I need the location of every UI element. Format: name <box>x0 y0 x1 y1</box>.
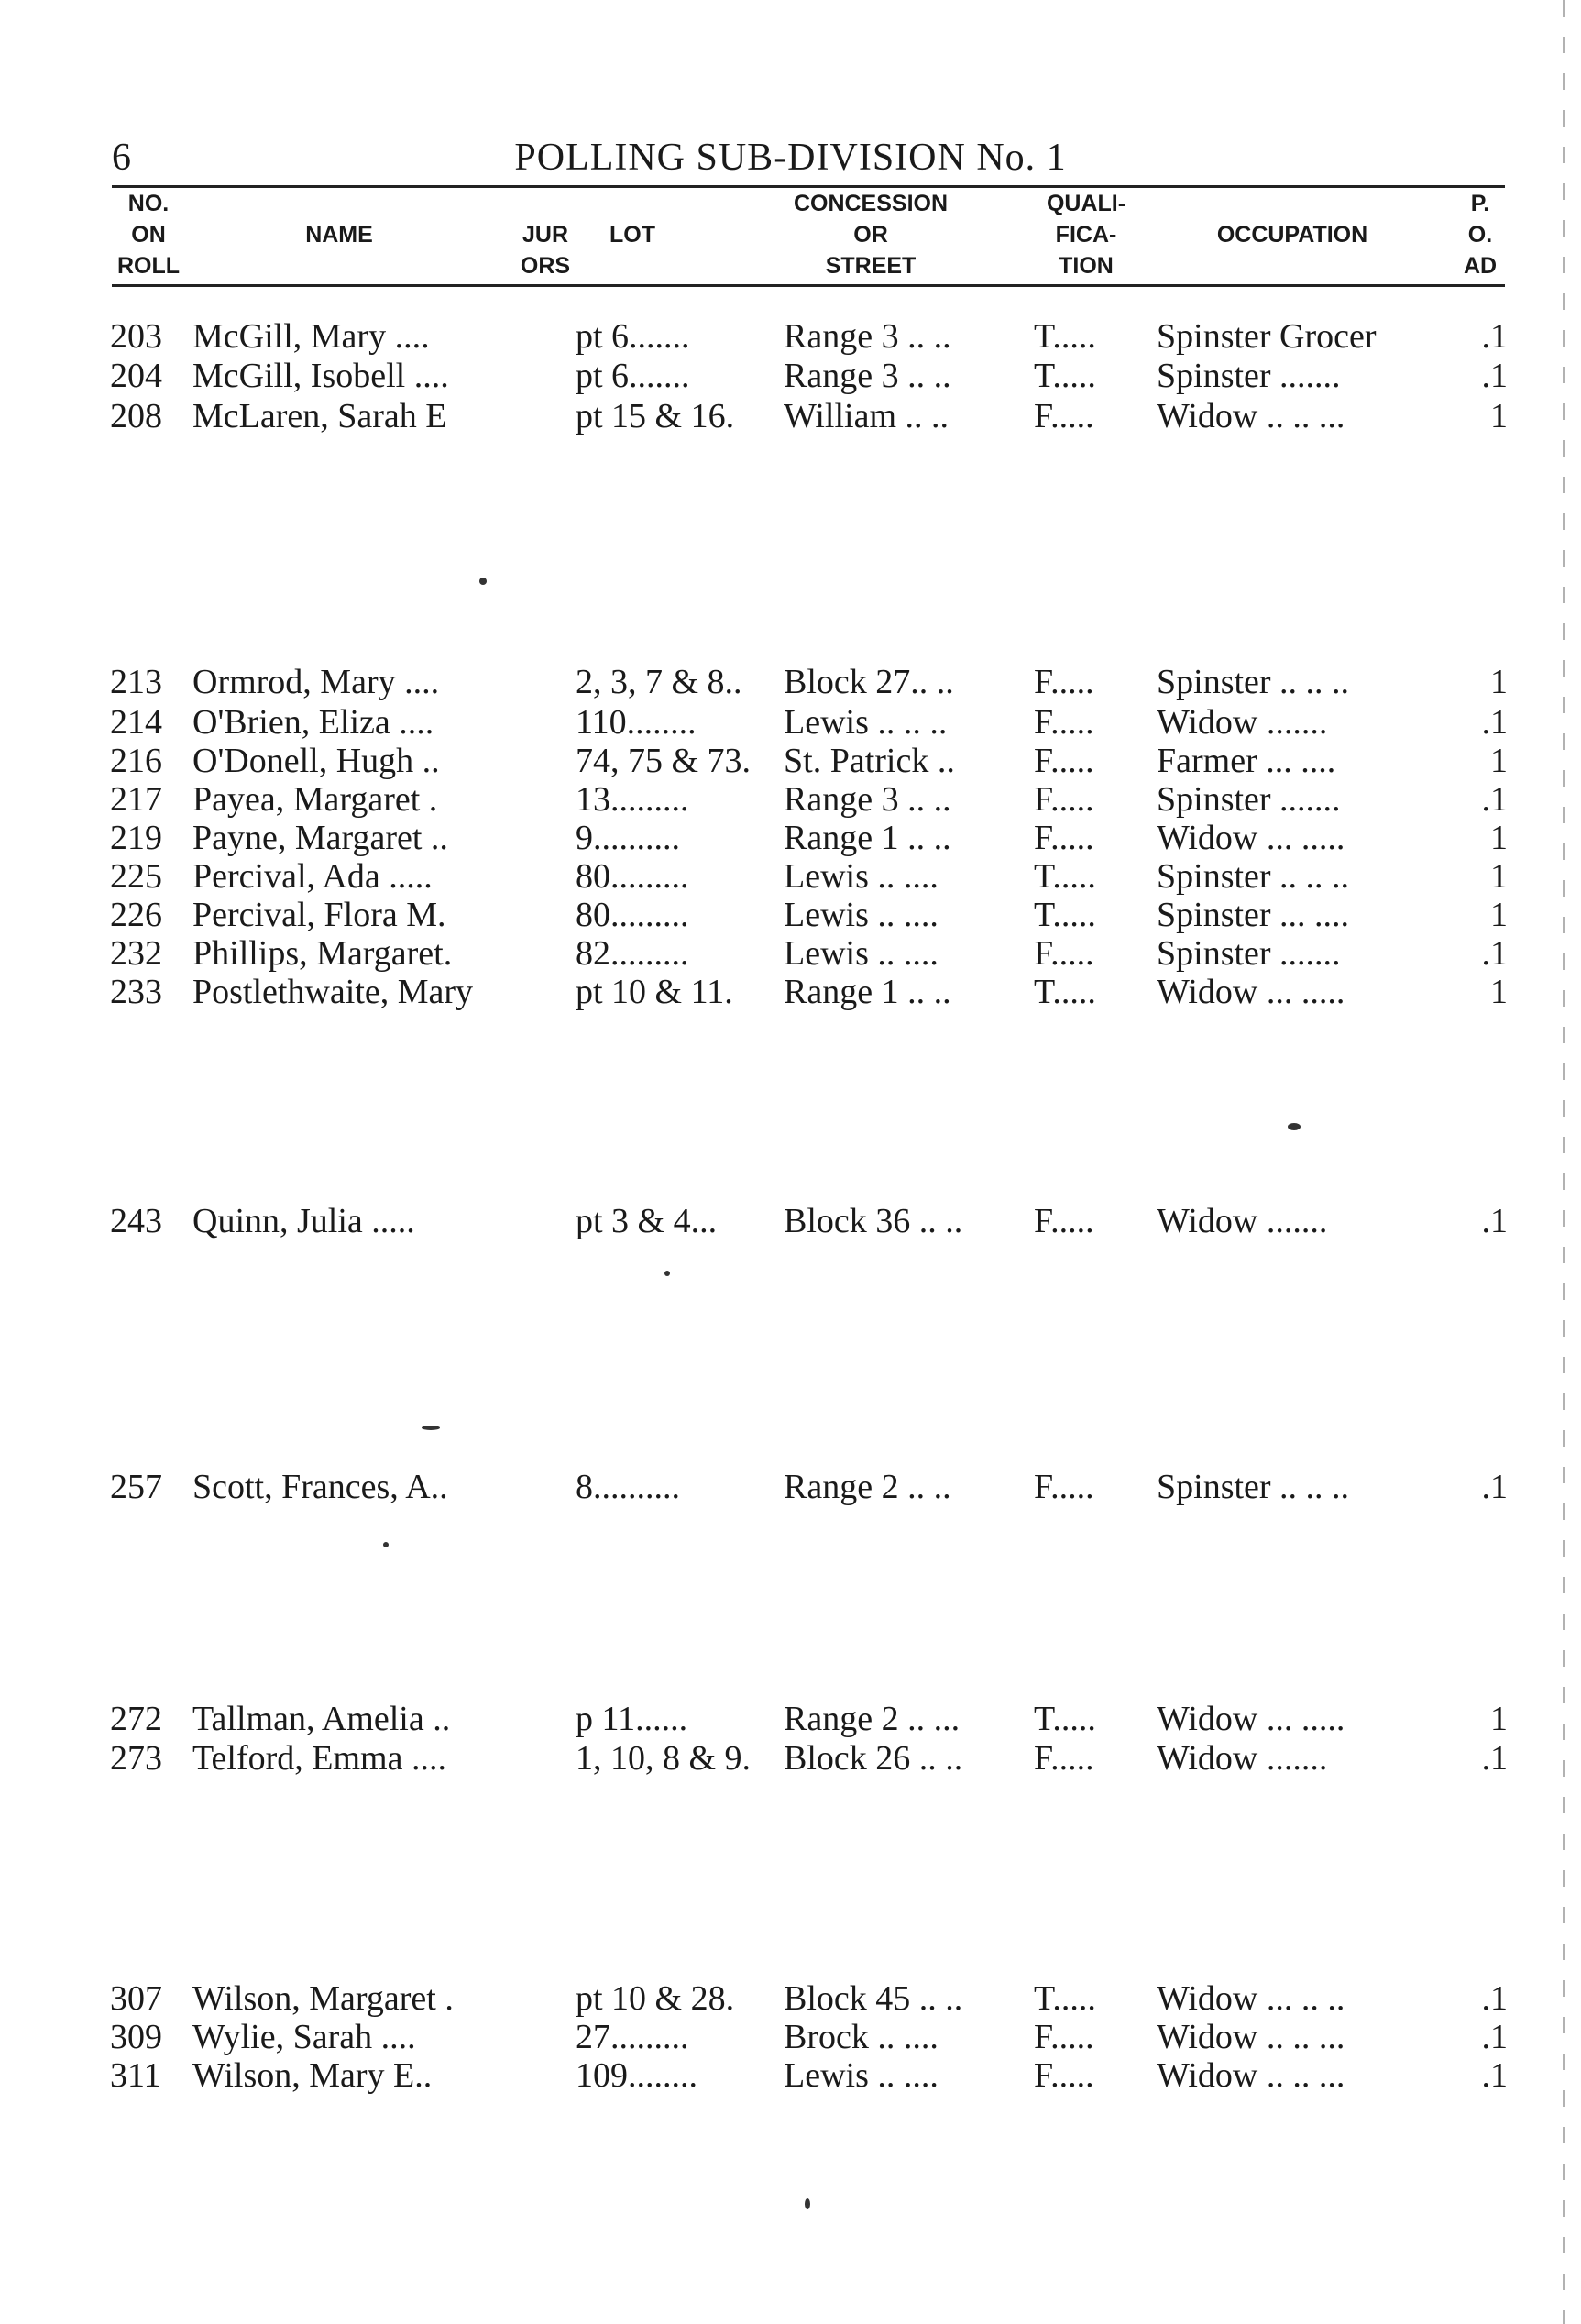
col-header-occupation: OCCUPATION <box>1216 222 1368 248</box>
lot: 109........ <box>576 2056 697 2095</box>
occupation: Spinster .. .. .. <box>1157 1468 1350 1506</box>
qualification: F..... <box>1034 703 1094 742</box>
qualification: F..... <box>1034 2056 1094 2095</box>
table-row <box>0 316 1581 357</box>
po-address: .1 <box>1481 1979 1508 2018</box>
roll-number: 257 <box>110 1468 162 1506</box>
qualification: F..... <box>1034 1202 1094 1240</box>
lot: pt 15 & 16. <box>576 397 735 435</box>
occupation: Spinster .. .. .. <box>1157 663 1350 701</box>
po-address: .1 <box>1481 934 1508 973</box>
lot: 80......... <box>576 896 689 934</box>
col-header-no-on-roll: NO. ON ROLL <box>116 191 181 279</box>
voter-name: O'Donell, Hugh .. <box>192 742 440 780</box>
table-row <box>0 856 1581 897</box>
lot: 82......... <box>576 934 689 973</box>
occupation: Widow ....... <box>1157 1739 1328 1778</box>
voter-name: Percival, Ada ..... <box>192 857 433 896</box>
occupation: Spinster ....... <box>1157 357 1341 395</box>
po-address: .1 <box>1481 2056 1508 2095</box>
table-row <box>0 779 1581 820</box>
col-header-concession: CONCESSION OR STREET <box>793 191 949 279</box>
qualification: F..... <box>1034 819 1094 857</box>
occupation: Spinster ....... <box>1157 934 1341 973</box>
col-header-lot: LOT <box>609 222 655 248</box>
voter-name: Ormrod, Mary .... <box>192 663 440 701</box>
qualification: F..... <box>1034 780 1094 819</box>
qualification: T..... <box>1034 317 1096 356</box>
qualification: F..... <box>1034 1739 1094 1778</box>
qualification: T..... <box>1034 896 1096 934</box>
qualification: T..... <box>1034 357 1096 395</box>
concession-street: Range 1 .. .. <box>784 819 951 857</box>
roll-number: 213 <box>110 663 162 701</box>
occupation: Widow ... ..... <box>1157 973 1345 1011</box>
occupation: Spinster ....... <box>1157 780 1341 819</box>
po-address: .1 <box>1481 703 1508 742</box>
voter-name: Wilson, Margaret . <box>192 1979 454 2018</box>
voter-name: Telford, Emma .... <box>192 1739 446 1778</box>
roll-number: 208 <box>110 397 162 435</box>
voter-name: Percival, Flora M. <box>192 896 446 934</box>
concession-street: Range 3 .. .. <box>784 357 951 395</box>
page-edge-shadow <box>1563 0 1565 2324</box>
roll-number: 204 <box>110 357 162 395</box>
qualification: F..... <box>1034 934 1094 973</box>
voter-name: Scott, Frances, A.. <box>192 1468 448 1506</box>
qualification: F..... <box>1034 742 1094 780</box>
voter-name: McGill, Isobell .... <box>192 357 449 395</box>
table-row <box>0 356 1581 396</box>
lot: pt 10 & 28. <box>576 1979 735 2018</box>
occupation: Spinster .. .. .. <box>1157 857 1350 896</box>
roll-number: 243 <box>110 1202 162 1240</box>
roll-number: 203 <box>110 317 162 356</box>
roll-number: 214 <box>110 703 162 742</box>
qualification: T..... <box>1034 1700 1096 1738</box>
occupation: Widow ....... <box>1157 703 1328 742</box>
table-row <box>0 2055 1581 2096</box>
concession-street: Lewis .. .. .. <box>784 703 948 742</box>
qualification: T..... <box>1034 1979 1096 2018</box>
qualification: T..... <box>1034 973 1096 1011</box>
table-row <box>0 895 1581 935</box>
voter-name: O'Brien, Eliza .... <box>192 703 434 742</box>
po-address: .1 <box>1481 317 1508 356</box>
header-rule-bottom <box>112 284 1505 287</box>
qualification: F..... <box>1034 2018 1094 2056</box>
concession-street: Block 26 .. .. <box>784 1739 963 1778</box>
ink-speck <box>383 1542 389 1547</box>
voter-name: McGill, Mary .... <box>192 317 430 356</box>
concession-street: Range 2 .. .. <box>784 1468 951 1506</box>
qualification: F..... <box>1034 663 1094 701</box>
lot: 80......... <box>576 857 689 896</box>
voter-name: Tallman, Amelia .. <box>192 1700 451 1738</box>
roll-number: 309 <box>110 2018 162 2056</box>
lot: pt 6....... <box>576 357 690 395</box>
qualification: F..... <box>1034 1468 1094 1506</box>
table-row <box>0 2017 1581 2057</box>
table-row <box>0 1467 1581 1507</box>
occupation: Widow ... .. .. <box>1157 1979 1345 2018</box>
occupation: Spinster Grocer <box>1157 317 1377 356</box>
lot: pt 3 & 4... <box>576 1202 718 1240</box>
lot: 1, 10, 8 & 9. <box>576 1739 752 1778</box>
roll-number: 226 <box>110 896 162 934</box>
voter-name: Payne, Margaret .. <box>192 819 448 857</box>
occupation: Widow .. .. ... <box>1157 397 1345 435</box>
table-row <box>0 396 1581 436</box>
lot: pt 6....... <box>576 317 690 356</box>
table-row <box>0 662 1581 702</box>
concession-street: Brock .. .... <box>784 2018 939 2056</box>
roll-number: 311 <box>110 2056 161 2095</box>
roll-number: 225 <box>110 857 162 896</box>
table-row <box>0 933 1581 974</box>
col-header-jurors: JUR ORS <box>520 222 571 279</box>
concession-street: St. Patrick .. <box>784 742 955 780</box>
occupation: Farmer ... .... <box>1157 742 1336 780</box>
roll-number: 273 <box>110 1739 162 1778</box>
lot: p 11...... <box>576 1700 688 1738</box>
po-address: .1 <box>1481 2018 1508 2056</box>
qualification: T..... <box>1034 857 1096 896</box>
po-address: .1 <box>1481 1468 1508 1506</box>
concession-street: Block 27.. .. <box>784 663 954 701</box>
concession-street: Lewis .. .... <box>784 2056 939 2095</box>
concession-street: Block 36 .. .. <box>784 1202 963 1240</box>
concession-street: Lewis .. .... <box>784 934 939 973</box>
concession-street: Range 3 .. .. <box>784 780 951 819</box>
ink-speck <box>479 578 487 585</box>
roll-number: 219 <box>110 819 162 857</box>
ink-speck <box>805 2198 810 2209</box>
occupation: Widow ....... <box>1157 1202 1328 1240</box>
roll-number: 307 <box>110 1979 162 2018</box>
voter-name: Payea, Margaret . <box>192 780 438 819</box>
lot: 2, 3, 7 & 8.. <box>576 663 742 701</box>
lot: 13......... <box>576 780 689 819</box>
roll-number: 233 <box>110 973 162 1011</box>
po-address: 1 <box>1490 1700 1508 1738</box>
concession-street: Range 2 .. ... <box>784 1700 961 1738</box>
roll-number: 217 <box>110 780 162 819</box>
lot: 110........ <box>576 703 697 742</box>
occupation: Widow ... ..... <box>1157 1700 1345 1738</box>
po-address: .1 <box>1481 780 1508 819</box>
po-address: .1 <box>1481 357 1508 395</box>
qualification: F..... <box>1034 397 1094 435</box>
po-address: 1 <box>1490 973 1508 1011</box>
concession-street: Range 1 .. .. <box>784 973 951 1011</box>
table-row <box>0 741 1581 781</box>
po-address: 1 <box>1490 857 1508 896</box>
voter-name: Quinn, Julia ..... <box>192 1202 415 1240</box>
po-address: 1 <box>1490 819 1508 857</box>
concession-street: Block 45 .. .. <box>784 1979 963 2018</box>
concession-street: Lewis .. .... <box>784 896 939 934</box>
occupation: Widow .. .. ... <box>1157 2056 1345 2095</box>
occupation: Widow ... ..... <box>1157 819 1345 857</box>
col-header-po-ad: P. O. AD <box>1463 191 1498 279</box>
voter-name: McLaren, Sarah E <box>192 397 447 435</box>
occupation: Widow .. .. ... <box>1157 2018 1345 2056</box>
lot: 27......... <box>576 2018 689 2056</box>
page-title: POLLING SUB-DIVISION No. 1 <box>514 137 1067 179</box>
lot: 8.......... <box>576 1468 680 1506</box>
po-address: .1 <box>1481 1202 1508 1240</box>
roll-number: 216 <box>110 742 162 780</box>
voter-name: Postlethwaite, Mary <box>192 973 474 1011</box>
ink-speck <box>1288 1123 1301 1130</box>
concession-street: Lewis .. .... <box>784 857 939 896</box>
voter-name: Phillips, Margaret. <box>192 934 453 973</box>
table-row <box>0 1201 1581 1241</box>
lot: 9.......... <box>576 819 680 857</box>
table-row <box>0 972 1581 1012</box>
col-header-qualification: QUALI- FICA- TION <box>1046 191 1126 279</box>
po-address: 1 <box>1490 896 1508 934</box>
voter-name: Wylie, Sarah .... <box>192 2018 416 2056</box>
table-row <box>0 1738 1581 1779</box>
page-number: 6 <box>112 137 131 179</box>
table-row <box>0 1699 1581 1739</box>
col-header-name: NAME <box>305 222 373 248</box>
table-row <box>0 1978 1581 2019</box>
po-address: 1 <box>1490 663 1508 701</box>
po-address: 1 <box>1490 397 1508 435</box>
table-row <box>0 702 1581 743</box>
roll-number: 272 <box>110 1700 162 1738</box>
ink-speck <box>664 1271 670 1276</box>
occupation: Spinster ... .... <box>1157 896 1350 934</box>
roll-number: 232 <box>110 934 162 973</box>
po-address: .1 <box>1481 1739 1508 1778</box>
concession-street: William .. .. <box>784 397 949 435</box>
po-address: 1 <box>1490 742 1508 780</box>
ink-speck <box>422 1426 440 1430</box>
table-row <box>0 818 1581 858</box>
lot: 74, 75 & 73. <box>576 742 752 780</box>
voter-name: Wilson, Mary E.. <box>192 2056 433 2095</box>
lot: pt 10 & 11. <box>576 973 733 1011</box>
concession-street: Range 3 .. .. <box>784 317 951 356</box>
